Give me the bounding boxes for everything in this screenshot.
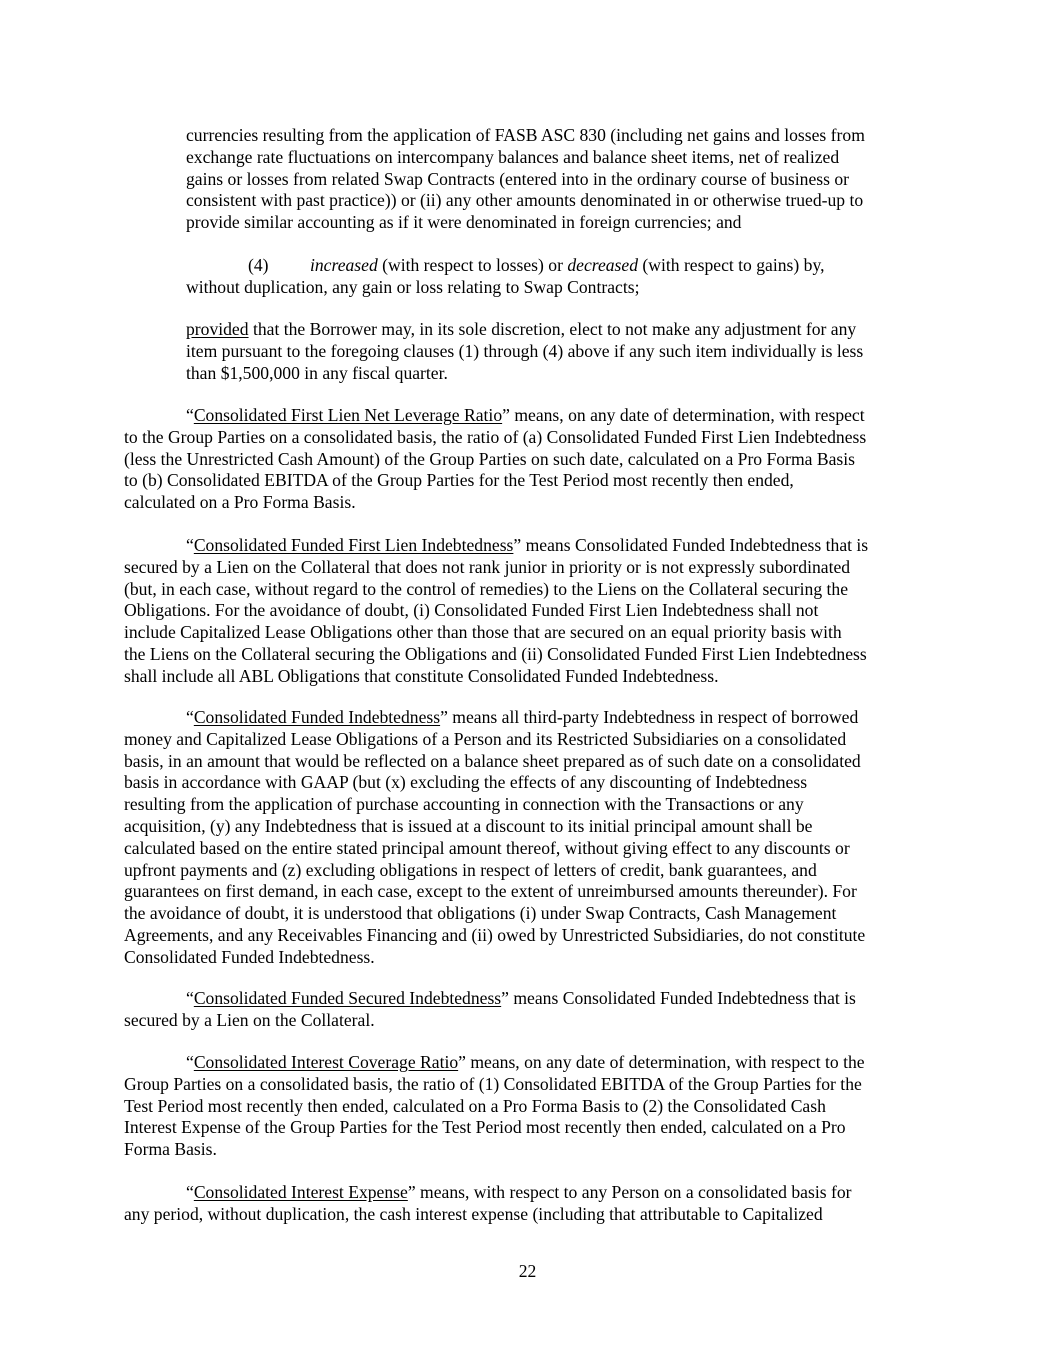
definition-text: ” means, on any date of determination, with respect to the Group Parties on a consolidated basis, the ratio of (1) Consolidated EBITDA of the Group Parties for the Test Period most recently then ended, calculated on a Pro Forma Basis to (2) the Consolidated Cash Interest Expense of the Group Parties for the Test Period most recently then ended, calculated on a Pro Forma Basis.	[124, 1052, 865, 1160]
definition-first-lien-net-leverage-ratio	[124, 405, 944, 514]
definition-open-quote: “	[186, 1052, 194, 1072]
definition-term: Consolidated Interest Expense	[193, 1182, 408, 1202]
clause-4-increased: increased	[310, 255, 378, 275]
clause-4-text-a: (with respect to losses) or	[377, 255, 568, 275]
definition-funded-first-lien-indebtedness	[124, 535, 944, 688]
definition-term: Consolidated Interest Coverage Ratio	[193, 1052, 459, 1072]
proviso-term: provided	[186, 319, 249, 339]
definition-interest-coverage-ratio	[124, 1052, 944, 1161]
definition-open-quote: “	[186, 707, 194, 727]
clause-4-number: (4)	[248, 255, 269, 275]
proviso-paragraph	[186, 319, 946, 384]
definition-text: ” means Consolidated Funded Indebtedness that is secured by a Lien on the Collateral that does not rank junior in priority or is not expressly subordinated (but, in each case, without regard to the control of remedies) to the Liens on the Collateral securing the Obligations. For the avoidance of doubt, (i) Consolidated Funded First Lien Indebtedness shall not include Capitalized Lease Obligations other than those that are secured on an equal priority basis with the Liens on the Collateral securing the Obligations and (ii) Consolidated Funded First Lien Indebtedness shall include all ABL Obligations that constitute Consolidated Funded Indebtedness.	[124, 535, 869, 686]
paragraph-currencies-text: currencies resulting from the application of FASB ASC 830 (including net gains and losses from exchange rate fluctuations on intercompany balances and balance sheet items, net of realized gains or losses from related Swap Contracts (entered into in the ordinary course of business or consistent with past practice)) or (ii) any other amounts denominated in or otherwise trued-up to provide similar accounting as if it were denominated in foreign currencies; and	[186, 125, 865, 233]
definition-funded-indebtedness	[124, 707, 944, 969]
definition-term: Consolidated Funded Secured Indebtedness	[193, 988, 502, 1008]
definition-text: ” means, with respect to any Person on a consolidated basis for any period, without duplication, the cash interest expense (including that attributable to Capitalized	[124, 1182, 852, 1224]
definition-term: Consolidated First Lien Net Leverage Ratio	[193, 405, 503, 425]
clause-4	[186, 255, 946, 299]
definition-text: ” means all third-party Indebtedness in respect of borrowed money and Capitalized Lease Obligations of a Person and its Restricted Subsidiaries on a consolidated basis, in an amount that would be reflected on a balance sheet prepared as of such date on a consolidated basis in accordance with GAAP (but (x) excluding the effects of any discounting of Indebtedness resulting from the application of purchase accounting in connection with the Transactions or any acquisition, (y) any Indebtedness that is issued at a discount to its initial principal amount shall be calculated based on the entire stated principal amount thereof, without giving effect to any discounts or upfront payments and (z) excluding obligations in respect of letters of credit, bank guarantees, and guarantees on first demand, in each case, except to the extent of unreimbursed amounts thereunder). For the avoidance of doubt, it is understood that obligations (i) under Swap Contracts, Cash Management Agreements, and any Receivables Financing and (ii) owed by Unrestricted Subsidiaries, do not constitute Consolidated Funded Indebtedness.	[124, 707, 866, 967]
definition-text: ” means Consolidated Funded Indebtedness that is secured by a Lien on the Collateral.	[124, 988, 856, 1030]
definition-interest-expense	[124, 1182, 944, 1226]
clause-4-text-b: (with respect to gains) by, without duplication, any gain or loss relating to Swap Contracts;	[186, 255, 825, 297]
definition-term: Consolidated Funded Indebtedness	[193, 707, 441, 727]
proviso-text: that the Borrower may, in its sole discretion, elect to not make any adjustment for any item pursuant to the foregoing clauses (1) through (4) above if any such item individually is less than $1,500,000 in any fiscal quarter.	[186, 319, 864, 383]
definition-open-quote: “	[186, 1182, 194, 1202]
definition-funded-secured-indebtedness	[124, 988, 944, 1032]
clause-4-decreased: decreased	[567, 255, 639, 275]
page-number: 22	[518, 1261, 537, 1281]
definition-text: ” means, on any date of determination, with respect to the Group Parties on a consolidated basis, the ratio of (a) Consolidated Funded First Lien Indebtedness (less the Unrestricted Cash Amount) of the Group Parties on such date, calculated on a Pro Forma Basis to (b) Consolidated EBITDA of the Group Parties for the Test Period most recently then ended, calculated on a Pro Forma Basis.	[124, 405, 867, 513]
definition-open-quote: “	[186, 988, 194, 1008]
paragraph-currencies	[186, 125, 946, 234]
definition-open-quote: “	[186, 535, 194, 555]
definition-term: Consolidated Funded First Lien Indebtedness	[193, 535, 514, 555]
definition-open-quote: “	[186, 405, 194, 425]
